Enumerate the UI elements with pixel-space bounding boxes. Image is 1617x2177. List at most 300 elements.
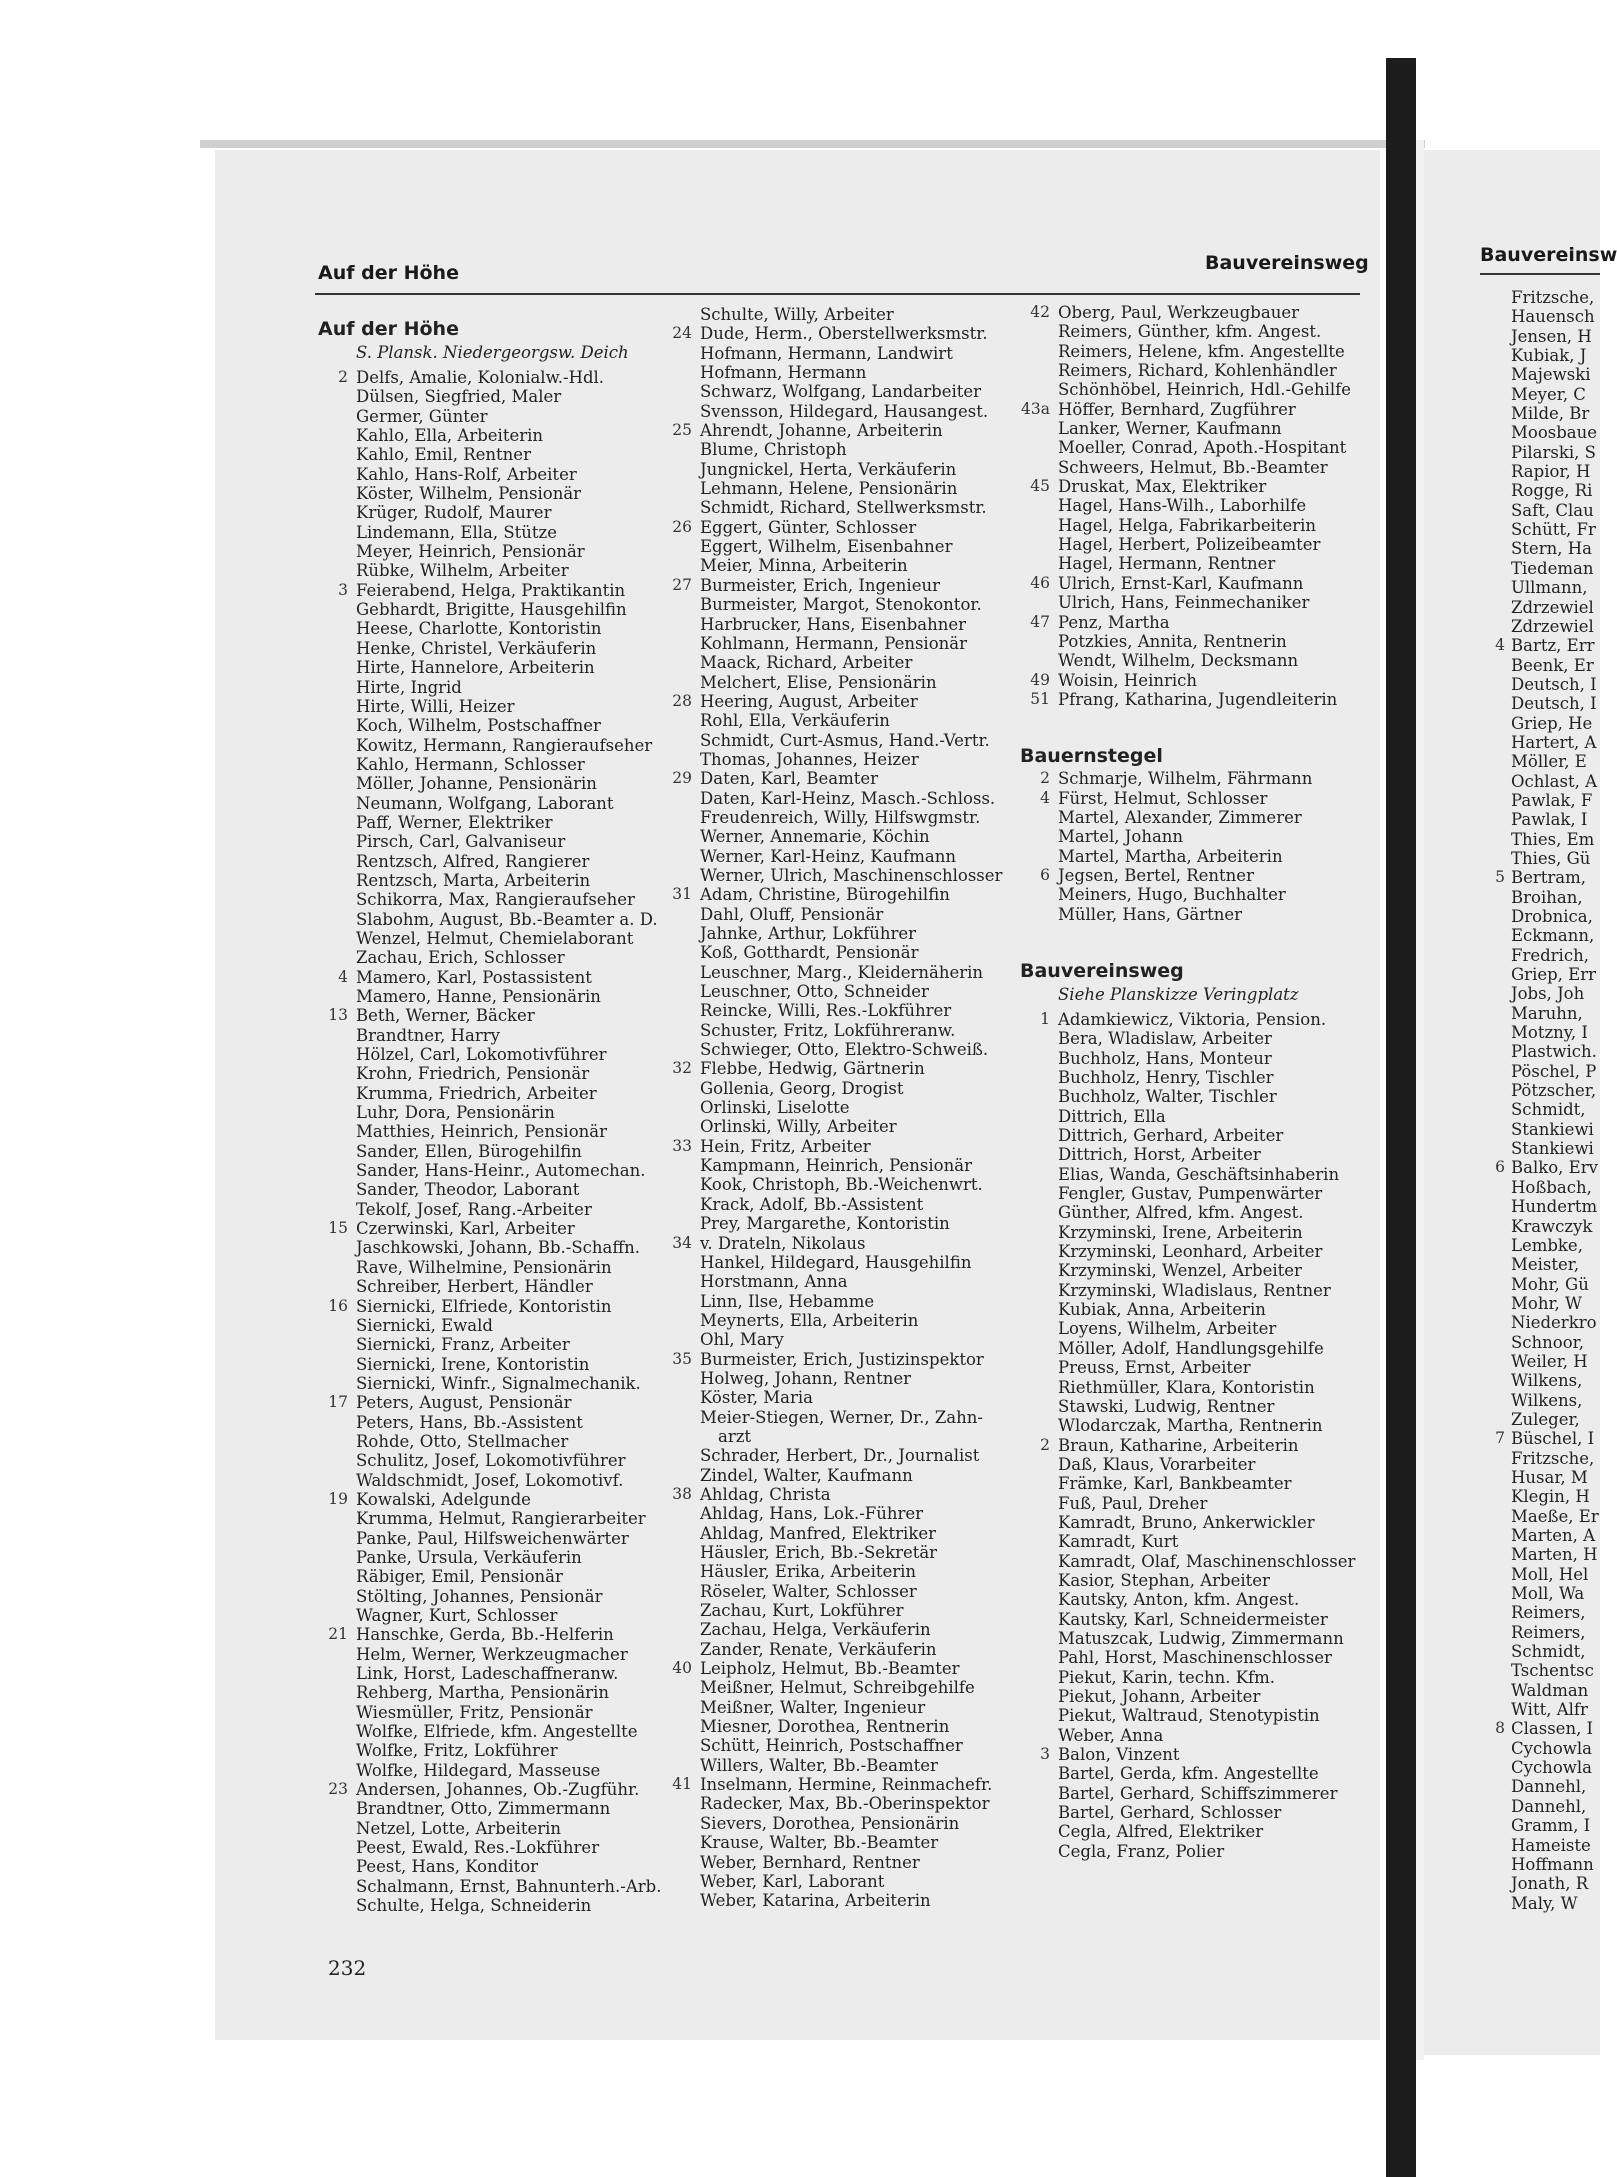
resident-entry (318, 774, 661, 793)
resident-text: Sander, Hans-Heinr., Automechan. (356, 1161, 646, 1181)
resident-entry (318, 1683, 661, 1702)
resident-entry (318, 1529, 661, 1548)
resident-text: Ahldag, Hans, Lok.-Führer (700, 1504, 924, 1524)
resident-text: Weber, Karl, Laborant (700, 1871, 885, 1891)
resident-text: Weiler, H (1511, 1351, 1588, 1371)
resident-text: Prey, Margarethe, Kontoristin (700, 1214, 950, 1234)
resident-text: Czerwinski, Karl, Arbeiter (356, 1219, 575, 1239)
resident-text: Gramm, I (1511, 1816, 1591, 1836)
resident-text: Holweg, Johann, Rentner (700, 1368, 912, 1388)
house-number: 35 (672, 1349, 692, 1368)
resident-text: Schwieger, Otto, Elektro-Schweiß. (700, 1040, 989, 1060)
resident-entry (662, 1330, 1002, 1349)
resident-entry (1475, 946, 1599, 965)
resident-text: Krack, Adolf, Bb.-Assistent (700, 1194, 924, 1214)
resident-entry (662, 885, 1002, 904)
resident-entry (662, 382, 1002, 401)
resident-text: Milde, Br (1511, 404, 1590, 424)
resident-text: v. Drateln, Nikolaus (700, 1233, 866, 1253)
resident-text: Kubiak, Anna, Arbeiterin (1058, 1300, 1266, 1320)
resident-entry (318, 1413, 661, 1432)
resident-entry (1020, 827, 1355, 846)
resident-entry (1020, 322, 1355, 341)
resident-entry (1475, 1816, 1599, 1835)
house-number: 47 (1030, 612, 1050, 631)
resident-text: Kook, Christoph, Bb.-Weichenwrt. (700, 1175, 983, 1195)
resident-text: Reimers, (1511, 1622, 1586, 1642)
book-spine (1386, 58, 1416, 2177)
resident-text: Tschentsc (1511, 1661, 1594, 1681)
resident-text: Inselmann, Hermine, Reinmachefr. (700, 1775, 993, 1795)
resident-entry (662, 1195, 1002, 1214)
resident-entry (318, 1335, 661, 1354)
resident-text: Höffer, Bernhard, Zugführer (1058, 399, 1296, 419)
resident-entry (1475, 1874, 1599, 1893)
resident-entry (1020, 1145, 1355, 1164)
resident-entry (662, 924, 1002, 943)
resident-text: Gollenia, Georg, Drogist (700, 1078, 904, 1098)
resident-entry (1020, 789, 1355, 808)
resident-entry (1020, 1068, 1355, 1087)
resident-entry (1475, 327, 1599, 346)
house-number: 51 (1030, 689, 1050, 708)
resident-text: Mamero, Karl, Postassistent (356, 967, 592, 987)
resident-entry (662, 731, 1002, 750)
resident-text: Wlodarczak, Martha, Rentnerin (1058, 1416, 1323, 1436)
resident-entry (662, 1446, 1002, 1465)
house-number: 4 (338, 967, 348, 986)
resident-entry (318, 1587, 661, 1606)
resident-entry (1475, 984, 1599, 1003)
resident-entry (662, 1156, 1002, 1175)
resident-entry (1475, 1584, 1599, 1603)
resident-entry (318, 523, 661, 542)
resident-text: Plastwich. (1511, 1042, 1597, 1062)
resident-entry (1020, 1010, 1355, 1029)
resident-entry (318, 1780, 661, 1799)
resident-text: Heering, August, Arbeiter (700, 691, 918, 711)
resident-text: Reimers, Günther, kfm. Angest. (1058, 322, 1322, 342)
resident-text: Kohlmann, Hermann, Pensionär (700, 633, 967, 653)
resident-entry (1020, 516, 1355, 535)
resident-entry (318, 484, 661, 503)
resident-text: Kamradt, Bruno, Ankerwickler (1058, 1512, 1315, 1532)
resident-text: Radecker, Max, Bb.-Oberinspektor (700, 1794, 990, 1814)
resident-entry (662, 1872, 1002, 1891)
resident-text: Wilkens, (1511, 1371, 1583, 1391)
resident-entry (662, 576, 1002, 595)
resident-entry (318, 1664, 661, 1683)
resident-text: Classen, I (1511, 1719, 1594, 1739)
resident-entry (318, 561, 661, 580)
resident-text: Bertram, (1511, 868, 1587, 888)
resident-text: Krzyminski, Irene, Arbeiterin (1058, 1222, 1303, 1242)
resident-entry (1475, 1565, 1599, 1584)
street-note: Siehe Planskizze Veringplatz (1058, 984, 1299, 1004)
resident-entry (1475, 1294, 1599, 1313)
resident-entry (1475, 520, 1599, 539)
resident-text: Schulte, Willy, Arbeiter (700, 305, 894, 324)
resident-entry (1475, 1777, 1599, 1796)
resident-entry (318, 813, 661, 832)
resident-text: Pahl, Horst, Maschinenschlosser (1058, 1648, 1332, 1668)
resident-text: Sander, Theodor, Laborant (356, 1180, 580, 1200)
resident-entry (1475, 1487, 1599, 1506)
resident-text: Siernicki, Irene, Kontoristin (356, 1354, 590, 1374)
house-number: 24 (672, 324, 692, 343)
resident-text: Rapior, H (1511, 462, 1591, 482)
resident-text: Peters, Hans, Bb.-Assistent (356, 1412, 583, 1432)
resident-text: Günther, Alfred, kfm. Angest. (1058, 1203, 1304, 1223)
resident-text: Wagner, Kurt, Schlosser (356, 1606, 558, 1625)
resident-entry (662, 943, 1002, 962)
resident-text: Bartel, Gerda, kfm. Angestellte (1058, 1764, 1319, 1784)
resident-entry (1475, 965, 1599, 984)
resident-entry (318, 1238, 661, 1257)
resident-text: Gebhardt, Brigitte, Hausgehilfin (356, 600, 627, 620)
resident-entry (1020, 1029, 1355, 1048)
resident-entry (318, 1741, 661, 1760)
resident-text: Peest, Hans, Konditor (356, 1857, 539, 1877)
resident-entry (662, 1059, 1002, 1078)
resident-text: Dittrich, Gerhard, Arbeiter (1058, 1126, 1284, 1146)
resident-text: Schulitz, Josef, Lokomotivführer (356, 1451, 626, 1471)
resident-text: Cychowla (1511, 1758, 1592, 1778)
resident-text: Daten, Karl-Heinz, Masch.-Schloss. (700, 788, 996, 808)
resident-text: Hundertm (1511, 1197, 1598, 1217)
resident-entry (1020, 651, 1355, 670)
house-number: 5 (1495, 868, 1505, 887)
resident-entry (1475, 1042, 1599, 1061)
resident-entry (662, 1601, 1002, 1620)
resident-entry (1020, 1261, 1355, 1280)
resident-text: Jonath, R (1511, 1874, 1589, 1894)
resident-text: Potzkies, Annita, Rentnerin (1058, 631, 1287, 651)
resident-entry (662, 1292, 1002, 1311)
house-number: 7 (1495, 1429, 1505, 1448)
resident-text: Siernicki, Ewald (356, 1315, 493, 1335)
house-number: 25 (672, 421, 692, 440)
resident-text: Burmeister, Erich, Ingenieur (700, 575, 940, 595)
resident-text: Woisin, Heinrich (1058, 670, 1198, 690)
resident-text: Kowalski, Adelgunde (356, 1489, 531, 1509)
resident-entry (1020, 1629, 1355, 1648)
resident-entry (1020, 1358, 1355, 1377)
resident-text: Brandtner, Harry (356, 1025, 500, 1045)
resident-text: Marten, A (1511, 1526, 1596, 1545)
resident-text: Zindel, Walter, Kaufmann (700, 1465, 913, 1485)
resident-entry (1475, 752, 1599, 771)
resident-entry (1475, 385, 1599, 404)
column-2 (662, 305, 1002, 1911)
resident-entry (1475, 656, 1599, 675)
resident-entry (662, 1543, 1002, 1562)
resident-text: Niederkro (1511, 1313, 1597, 1333)
resident-text: Jegsen, Bertel, Rentner (1058, 865, 1254, 885)
resident-entry (662, 421, 1002, 440)
resident-entry (662, 1253, 1002, 1272)
house-number: 34 (672, 1233, 692, 1252)
resident-entry (1020, 496, 1355, 515)
resident-text: Pötzscher, (1511, 1081, 1597, 1101)
resident-entry (1020, 1706, 1355, 1725)
resident-text: Helm, Werner, Werkzeugmacher (356, 1644, 628, 1664)
house-number: 6 (1495, 1158, 1505, 1177)
resident-entry (1020, 1223, 1355, 1242)
resident-text: Wilkens, (1511, 1390, 1583, 1410)
resident-entry (318, 1297, 661, 1316)
resident-text: Stawski, Ludwig, Rentner (1058, 1396, 1275, 1416)
resident-text: Kahlo, Ella, Arbeiterin (356, 426, 544, 446)
resident-entry (318, 1026, 661, 1045)
resident-text: Piekut, Johann, Arbeiter (1058, 1687, 1261, 1706)
resident-text: Orlinski, Liselotte (700, 1098, 850, 1118)
resident-entry (1020, 1726, 1355, 1745)
resident-text: Bartel, Gerhard, Schiffszimmerer (1058, 1783, 1338, 1803)
resident-text: Maeße, Er (1511, 1506, 1599, 1526)
house-number: 33 (672, 1136, 692, 1155)
resident-text: Preuss, Ernst, Arbeiter (1058, 1358, 1251, 1378)
resident-text: Paff, Werner, Elektriker (356, 812, 553, 832)
house-number: 15 (328, 1219, 348, 1238)
resident-entry (318, 1045, 661, 1064)
resident-text: Hein, Fritz, Arbeiter (700, 1136, 871, 1156)
house-number: 38 (672, 1484, 692, 1503)
resident-entry (1475, 1642, 1599, 1661)
resident-text: Penz, Martha (1058, 612, 1170, 632)
resident-text: Germer, Günter (356, 406, 488, 426)
house-number: 42 (1030, 303, 1050, 321)
resident-text: Pirsch, Carl, Galvaniseur (356, 832, 566, 852)
resident-text: Matuszcak, Ludwig, Zimmermann (1058, 1628, 1344, 1648)
resident-text: Fritzsche, (1511, 1448, 1595, 1468)
resident-text: Reimers, (1511, 1603, 1586, 1623)
resident-text: Daten, Karl, Beamter (700, 769, 879, 789)
resident-entry (1475, 1603, 1599, 1622)
resident-text: Cegla, Alfred, Elektriker (1058, 1822, 1264, 1842)
resident-entry (1020, 847, 1355, 866)
resident-entry (1020, 1455, 1355, 1474)
resident-entry (318, 465, 661, 484)
resident-entry (1475, 1623, 1599, 1642)
resident-text: Stankiewi (1511, 1119, 1594, 1139)
resident-text: Mohr, Gü (1511, 1274, 1589, 1294)
resident-text: Krumma, Helmut, Rangierarbeiter (356, 1509, 646, 1529)
resident-entry (318, 445, 661, 464)
resident-entry (662, 1214, 1002, 1233)
resident-text: Jensen, H (1511, 326, 1592, 346)
resident-text: Link, Horst, Ladeschaffneranw. (356, 1664, 619, 1684)
resident-entry (1475, 1429, 1599, 1448)
resident-entry (1475, 1236, 1599, 1255)
resident-entry (1020, 1552, 1355, 1571)
resident-entry (318, 1567, 661, 1586)
resident-text: Schönhöbel, Heinrich, Hdl.-Gehilfe (1058, 380, 1352, 400)
resident-text: Fritzsche, (1511, 288, 1595, 307)
house-number: 41 (672, 1775, 692, 1794)
running-head-right: Bauvereinsweg (1205, 252, 1369, 274)
resident-text: Eckmann, (1511, 926, 1595, 946)
house-number: 2 (1040, 1435, 1050, 1454)
resident-entry (1475, 810, 1599, 829)
resident-entry (1475, 423, 1599, 442)
resident-text: Dittrich, Horst, Arbeiter (1058, 1145, 1261, 1165)
resident-entry (1020, 613, 1355, 632)
resident-text: Moll, Wa (1511, 1584, 1585, 1604)
resident-entry (662, 1021, 1002, 1040)
running-head-next-page: Bauvereinsw (1480, 244, 1617, 266)
resident-entry (662, 537, 1002, 556)
resident-text: Hanschke, Gerda, Bb.-Helferin (356, 1625, 614, 1645)
resident-text: Stölting, Johannes, Pensionär (356, 1586, 603, 1606)
resident-entry (1475, 1178, 1599, 1197)
resident-entry (318, 1084, 661, 1103)
resident-text: Hameiste (1511, 1835, 1591, 1855)
resident-text: Dahl, Oluff, Pensionär (700, 904, 884, 924)
resident-entry (318, 1374, 661, 1393)
resident-entry (318, 1819, 661, 1838)
resident-entry (662, 789, 1002, 808)
resident-text: Beth, Werner, Bäcker (356, 1006, 535, 1026)
resident-entry (318, 987, 661, 1006)
resident-text: Orlinski, Willy, Arbeiter (700, 1117, 897, 1137)
resident-text: Mohr, W (1511, 1293, 1582, 1313)
resident-entry (1475, 539, 1599, 558)
resident-entry (1020, 1745, 1355, 1764)
resident-entry (1020, 1803, 1355, 1822)
resident-entry (662, 634, 1002, 653)
resident-entry (1475, 907, 1599, 926)
resident-entry (1475, 365, 1599, 384)
resident-entry (318, 697, 661, 716)
resident-text: Wolfke, Hildegard, Masseuse (356, 1760, 601, 1780)
resident-text: Dude, Herm., Oberstellwerksmstr. (700, 324, 988, 344)
resident-entry (662, 305, 1002, 324)
resident-text: Rave, Wilhelmine, Pensionärin (356, 1257, 612, 1277)
header-rule (315, 293, 1360, 295)
resident-entry (1020, 1513, 1355, 1532)
resident-text: Maack, Richard, Arbeiter (700, 653, 913, 673)
resident-entry (662, 518, 1002, 537)
resident-entry (662, 1640, 1002, 1659)
resident-entry (318, 1064, 661, 1083)
resident-entry (1020, 1165, 1355, 1184)
resident-text: Pöschel, P (1511, 1061, 1597, 1081)
house-number: 17 (328, 1393, 348, 1412)
resident-text: Schalmann, Ernst, Bahnunterh.-Arb. (356, 1876, 662, 1896)
resident-entry (318, 1258, 661, 1277)
resident-text: Husar, M (1511, 1467, 1588, 1487)
resident-entry (318, 1142, 661, 1161)
house-number: 27 (672, 575, 692, 594)
resident-text: Willers, Walter, Bb.-Beamter (700, 1755, 938, 1775)
resident-text: Schuster, Fritz, Lokführeranw. (700, 1020, 956, 1040)
house-number: 23 (328, 1780, 348, 1799)
resident-text: Jobs, Joh (1511, 984, 1585, 1004)
resident-text: Kamradt, Olaf, Maschinenschlosser (1058, 1551, 1356, 1571)
resident-entry (318, 1548, 661, 1567)
resident-entry (318, 871, 661, 890)
resident-text: Siernicki, Franz, Arbeiter (356, 1335, 570, 1355)
resident-text: Jaschkowski, Johann, Bb.-Schaffn. (356, 1238, 640, 1258)
resident-entry (662, 711, 1002, 730)
resident-entry (318, 1277, 661, 1296)
resident-text: Meister, (1511, 1255, 1580, 1275)
resident-entry (1475, 926, 1599, 945)
resident-entry (662, 808, 1002, 827)
resident-entry (662, 1369, 1002, 1388)
resident-entry (662, 1466, 1002, 1485)
resident-text: Köster, Wilhelm, Pensionär (356, 484, 582, 504)
resident-text: Siernicki, Elfriede, Kontoristin (356, 1296, 612, 1316)
resident-text: Matthies, Heinrich, Pensionär (356, 1122, 607, 1142)
resident-text: Schreiber, Herbert, Händler (356, 1277, 593, 1297)
resident-text: Stankiewi (1511, 1139, 1594, 1159)
resident-entry (1475, 1313, 1599, 1332)
resident-text: Zachau, Kurt, Lokführer (700, 1601, 904, 1621)
resident-entry (1475, 694, 1599, 713)
resident-text: Tekolf, Josef, Rang.-Arbeiter (356, 1199, 592, 1219)
resident-text: Drobnica, (1511, 907, 1593, 926)
resident-entry (1020, 769, 1355, 788)
resident-entry (662, 1079, 1002, 1098)
resident-entry (318, 1006, 661, 1025)
resident-entry (662, 1833, 1002, 1852)
resident-text: Ulrich, Hans, Feinmechaniker (1058, 593, 1310, 613)
resident-entry (662, 1736, 1002, 1755)
resident-entry (1475, 849, 1599, 868)
spine-gap (1416, 140, 1424, 2060)
resident-text: Krause, Walter, Bb.-Beamter (700, 1833, 939, 1853)
resident-entry (1475, 791, 1599, 810)
house-number: 21 (328, 1625, 348, 1644)
resident-entry (1020, 1242, 1355, 1261)
resident-text: Werner, Ulrich, Maschinenschlosser (700, 865, 1003, 885)
resident-text: Lindemann, Ella, Stütze (356, 522, 557, 542)
resident-entry (1475, 830, 1599, 849)
resident-entry (1475, 888, 1599, 907)
resident-entry (662, 866, 1002, 885)
resident-entry (1020, 1687, 1355, 1706)
resident-text: Eggert, Günter, Schlosser (700, 517, 917, 537)
resident-text: Kahlo, Hans-Rolf, Arbeiter (356, 464, 577, 484)
house-number: 45 (1030, 477, 1050, 496)
resident-entry (662, 1620, 1002, 1639)
resident-entry (1475, 617, 1599, 636)
resident-entry (662, 363, 1002, 382)
resident-text: Griep, He (1511, 713, 1593, 733)
resident-entry (662, 905, 1002, 924)
resident-text: Bartz, Err (1511, 636, 1595, 656)
resident-text: Reincke, Willi, Res.-Lokführer (700, 1001, 952, 1021)
resident-entry (1475, 346, 1599, 365)
resident-text: Schütt, Heinrich, Postschaffner (700, 1736, 963, 1756)
resident-entry (1475, 1797, 1599, 1816)
house-number: 3 (1040, 1745, 1050, 1764)
resident-entry (1020, 1784, 1355, 1803)
resident-entry (1475, 1081, 1599, 1100)
resident-entry (662, 1427, 1002, 1446)
resident-text: Fengler, Gustav, Pumpenwärter (1058, 1184, 1323, 1204)
resident-text: Braun, Katharine, Arbeiterin (1058, 1435, 1299, 1455)
resident-text: Rentzsch, Marta, Arbeiterin (356, 870, 591, 890)
house-number: 2 (1040, 769, 1050, 788)
resident-entry (1020, 1203, 1355, 1222)
resident-entry (1475, 1894, 1599, 1913)
resident-text: Hauensch (1511, 307, 1595, 327)
resident-entry (662, 1234, 1002, 1253)
resident-entry (662, 1350, 1002, 1369)
